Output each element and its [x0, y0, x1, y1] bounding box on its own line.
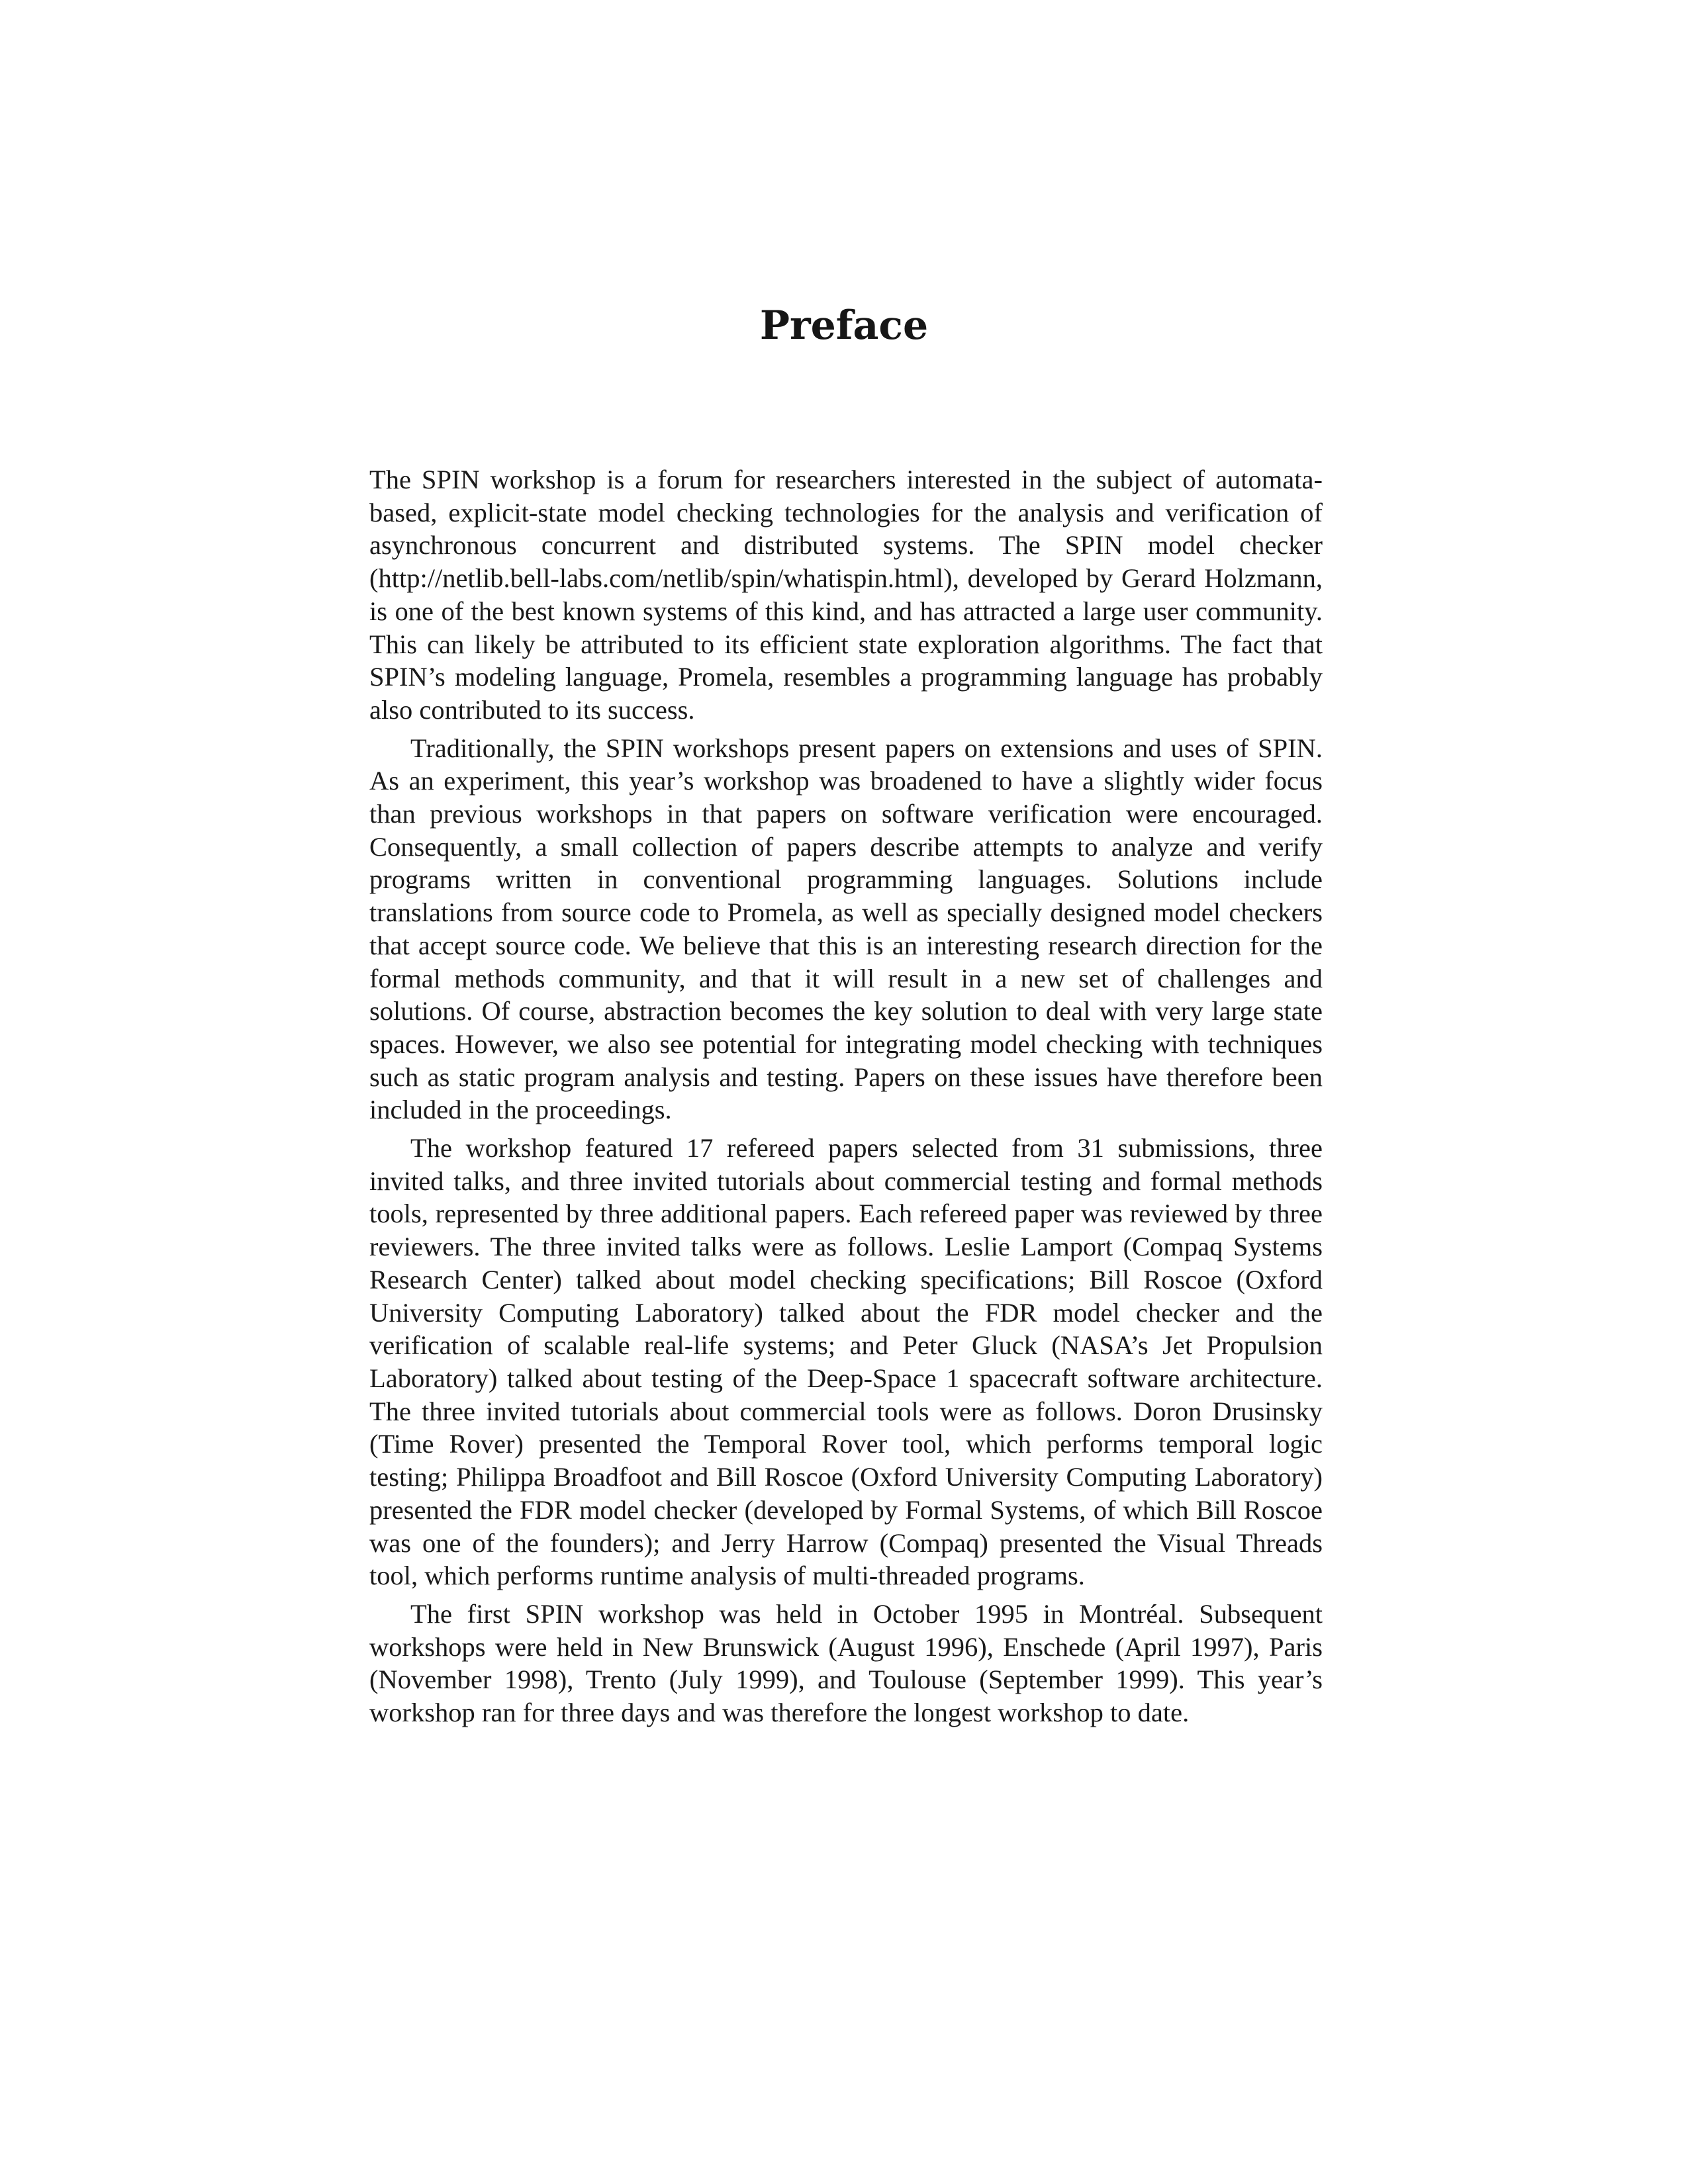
paragraph-focus: Traditionally, the SPIN workshops present papers on extensions and uses of SPIN. As an experiment, this year’s workshop was broadened to have a slightly wider focus than previous workshops in that papers on software verification were encouraged. Consequently, a small collection of papers describe attempts to analyze and verify programs written in conventional programming languages. Solutions include translations from source code to Promela, as well as specially designed model checkers that accept source code. We believe that this is an interesting research direction for the formal methods community, and that it will result in a new set of challenges and solutions. Of course, abstraction becomes the key solution to deal with very large state spaces. However, we also see potential for integrating model checking with techniques such as static program analysis and testing. Papers on these issues have therefore been included in the proceedings.	[369, 733, 1323, 1125]
paragraph-history: The first SPIN workshop was held in October 1995 in Montréal. Subsequent workshops were held in New Brunswick (August 1996), Enschede (April 1997), Paris (November 1998), Trento (July 1999), and Toulouse (September 1999). This year’s workshop ran for three days and was therefore the longest workshop to date.	[369, 1598, 1323, 1728]
paragraph-intro: The SPIN workshop is a forum for researchers interested in the subject of automata-based, explicit-state model checking technologies for the analysis and verification of asynchronous concurrent and distributed systems. The SPIN model checker (http://netlib.bell-labs.com/netlib/spin/whatispin.html), developed by Gerard Holzmann, is one of the best known systems of this kind, and has attracted a large user community. This can likely be attributed to its efficient state exploration algorithms. The fact that SPIN’s modeling language, Promela, resembles a programming language has probably also contributed to its success.	[369, 465, 1323, 725]
page-title: Preface	[759, 302, 929, 349]
preface-body	[369, 463, 1323, 1735]
paragraph-program: The workshop featured 17 refereed papers selected from 31 submissions, three invited talks, and three invited tutorials about commercial testing and formal methods tools, represented by three additional papers. Each refereed paper was reviewed by three reviewers. The three invited talks were as follows. Leslie Lamport (Compaq Systems Research Center) talked about model checking specifications; Bill Roscoe (Oxford University Computing Laboratory) talked about the FDR model checker and the verification of scalable real-life systems; and Peter Gluck (NASA’s Jet Propulsion Laboratory) talked about testing of the Deep-Space 1 spacecraft software architecture. The three invited tutorials about commercial tools were as follows. Doron Drusinsky (Time Rover) presented the Temporal Rover tool, which performs temporal logic testing; Philippa Broadfoot and Bill Roscoe (Oxford University Computing Laboratory) presented the FDR model checker (developed by Formal Systems, of which Bill Roscoe was one of the founders); and Jerry Harrow (Compaq) presented the Visual Threads tool, which performs runtime analysis of multi-threaded programs.	[369, 1133, 1323, 1591]
